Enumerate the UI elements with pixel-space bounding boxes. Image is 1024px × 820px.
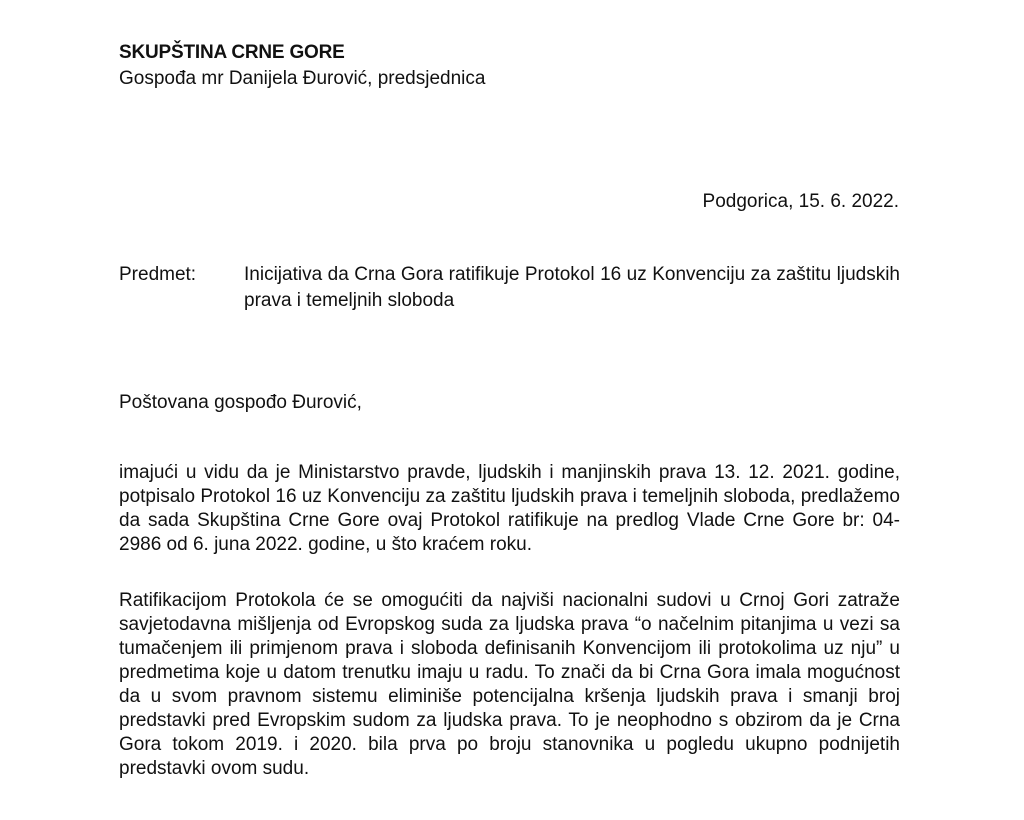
place-and-date: Podgorica, 15. 6. 2022.: [702, 191, 899, 212]
subject-label: Predmet:: [119, 264, 197, 285]
recipient-block: [119, 40, 899, 92]
subject-block: [119, 262, 900, 314]
body-paragraph-2: Ratifikacijom Protokola će se omogućiti da najviši nacionalni sudovi u Crnoj Gori zatraže savjetodavna mišljenja od Evropskog suda za ljudska prava “o načelnim pitanjima u vezi sa tumačenjem ili primjenom prava i sloboda definisanih Konvencijom ili protokolima uz nju” u predmetima koje u datom trenutku imaju u radu. To znači da bi Crna Gora imala mogućnost da u svom pravnom sistemu eliminiše potencijalna kršenja ljudskih prava i smanji broj predstavki pred Evropskim sudom za ljudska prava. To je neophodno s obzirom da je Crna Gora tokom 2019. i 2020. bila prva po broju stanovnika u pogledu ukupno podnijetih predstavki ovom sudu.: [119, 590, 900, 779]
salutation: Poštovana gospođo Đurović,: [119, 392, 362, 413]
recipient-organization: SKUPŠTINA CRNE GORE: [119, 42, 345, 63]
subject-text: Inicijativa da Crna Gora ratifikuje Protokol 16 uz Konvenciju za zaštitu ljudskih prava i temeljnih sloboda: [244, 264, 900, 311]
body-paragraph-1: imajući u vidu da je Ministarstvo pravde, ljudskih i manjinskih prava 13. 12. 2021. godine, potpisalo Protokol 16 uz Konvenciju za zaštitu ljudskih prava i temeljnih sloboda, predlažemo da sada Skupština Crne Gore ovaj Protokol ratifikuje na predlog Vlade Crne Gore br: 04-2986 od 6. juna 2022. godine, u što kraćem roku.: [119, 462, 900, 555]
recipient-person: Gospođa mr Danijela Đurović, predsjednica: [119, 68, 486, 89]
